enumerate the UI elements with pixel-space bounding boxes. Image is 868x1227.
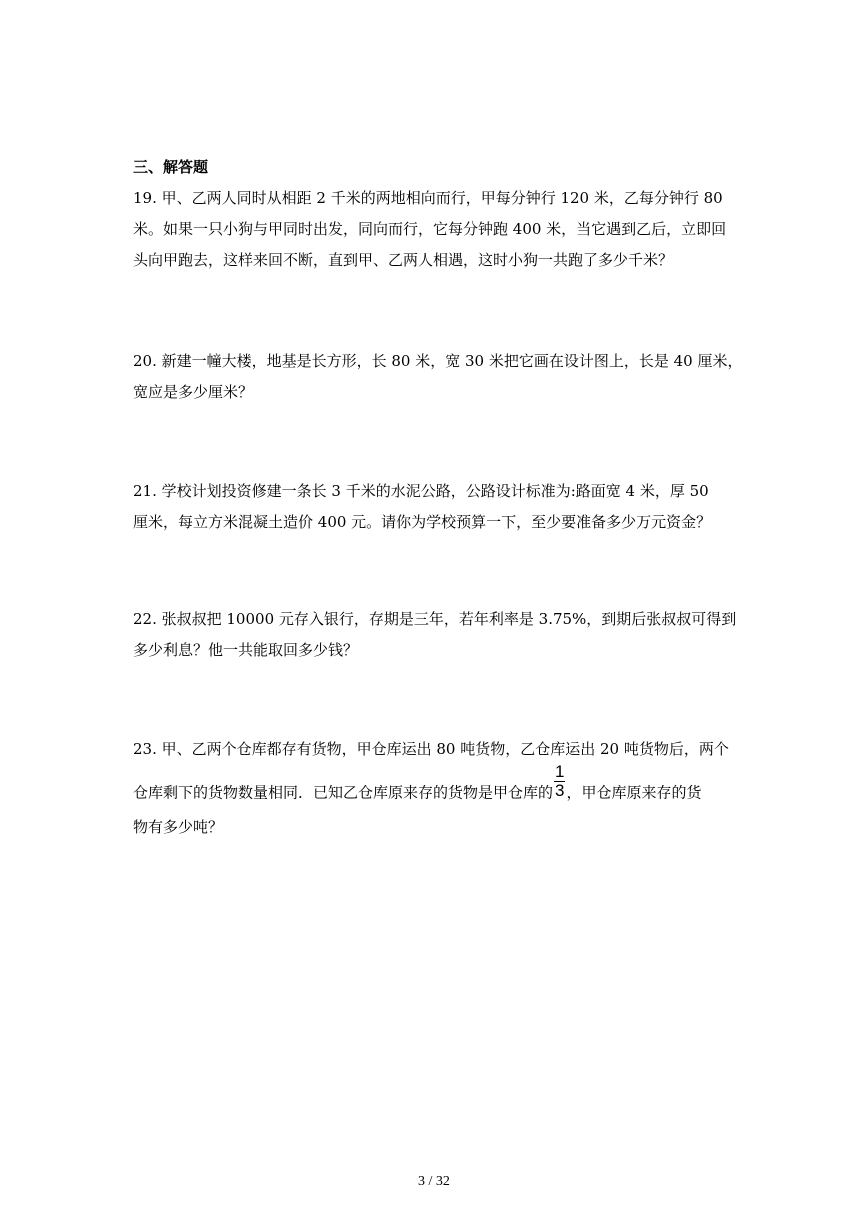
- question-line: 物有多少吨？: [133, 818, 224, 836]
- question-21: [133, 476, 737, 538]
- question-text: ，甲仓库原来存的货: [566, 783, 702, 802]
- question-line: 21. 学校计划投资修建一条长 3 千米的水泥公路，公路设计标准为:路面宽 4 米，厚 50: [133, 482, 709, 500]
- question-line: 23. 甲、乙两个仓库都存有货物，甲仓库运出 80 吨货物，乙仓库运出 20 吨货物后，两个: [133, 740, 729, 758]
- section-title: 三、解答题: [133, 158, 209, 176]
- question-line: 20. 新建一幢大楼，地基是长方形，长 80 米，宽 30 米把它画在设计图上，长是 40 厘米，: [133, 352, 743, 370]
- question-text: 仓库剩下的货物数量相同．已知乙仓库原来存的货物是甲仓库的: [133, 783, 554, 802]
- fraction-denominator: 3: [555, 781, 565, 800]
- question-line: 19. 甲、乙两人同时从相距 2 千米的两地相向而行，甲每分钟行 120 米，乙每分钟行 80: [133, 189, 723, 207]
- fraction-numerator: 1: [555, 762, 565, 781]
- question-22: [133, 604, 737, 666]
- question-line: 米。如果一只小狗与甲同时出发，同向而行，它每分钟跑 400 米，当它遇到乙后，立即回: [133, 220, 727, 238]
- question-line: 头向甲跑去，这样来回不断，直到甲、乙两人相遇，这时小狗一共跑了多少千米？: [133, 251, 674, 269]
- question-23: [133, 734, 737, 843]
- fraction-one-third: [554, 763, 565, 800]
- question-line: 多少利息？他一共能取回多少钱？: [133, 641, 359, 659]
- page-number: 3 / 32: [418, 1174, 450, 1189]
- question-line: 宽应是多少厘米？: [133, 383, 254, 401]
- question-line: 22. 张叔叔把 10000 元存入银行，存期是三年，若年利率是 3.75%，到期后张叔叔可得到: [133, 610, 737, 628]
- question-line: 厘米，每立方米混凝土造价 400 元。请你为学校预算一下，至少要准备多少万元资金？: [133, 513, 712, 531]
- question-19: [133, 183, 737, 276]
- question-line: [133, 762, 737, 812]
- question-20: [133, 346, 743, 408]
